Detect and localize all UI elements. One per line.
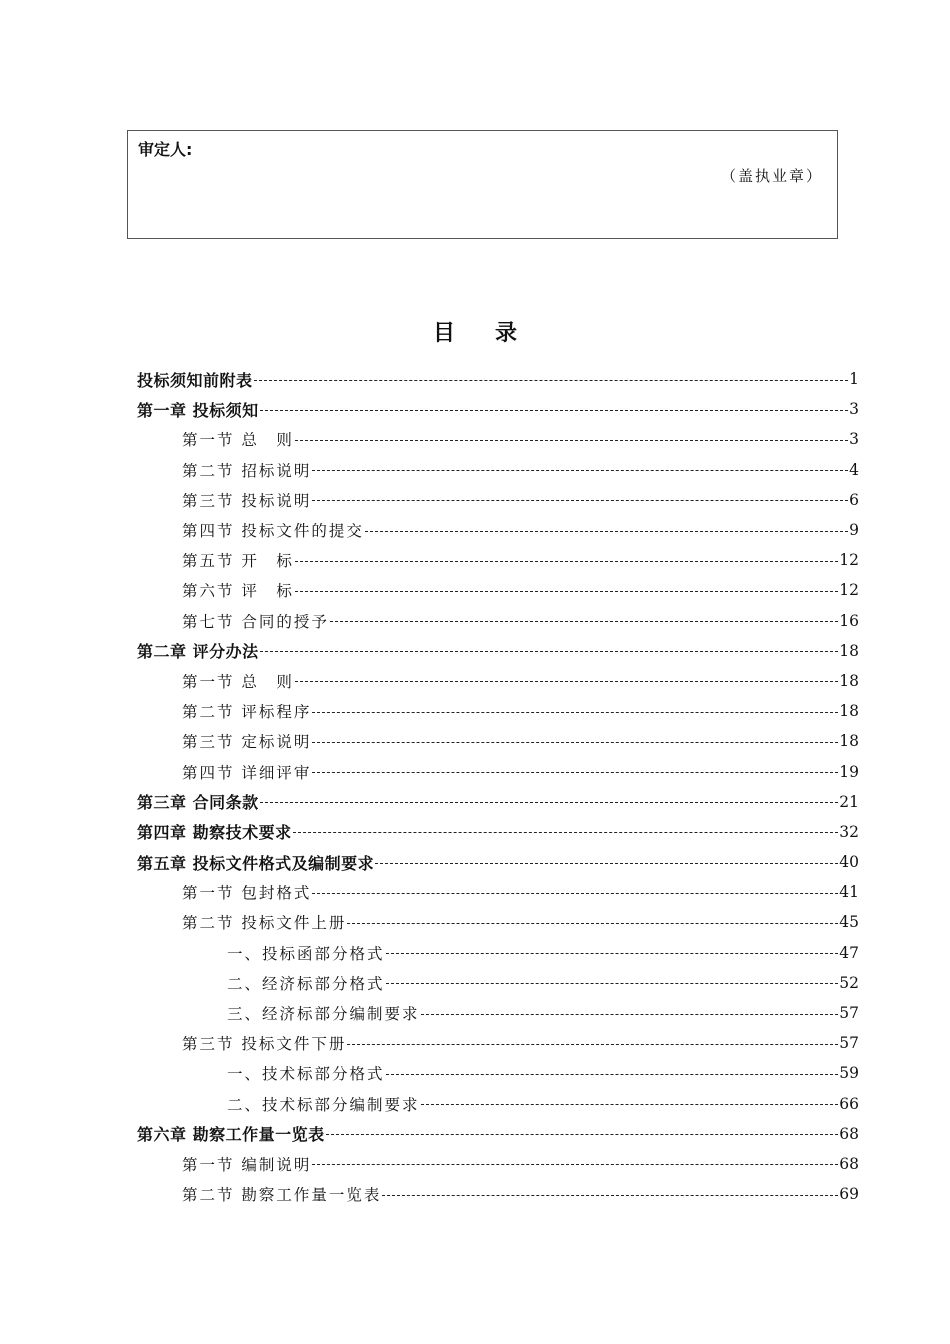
toc-entry-page: 47 (839, 943, 859, 962)
approver-label: 审定人: (138, 140, 193, 159)
toc-entry-label: 第三节 定标说明 (182, 733, 312, 752)
toc-entry-label: 投标须知前附表 (137, 370, 253, 390)
table-of-contents (137, 364, 859, 1209)
toc-entry-label: 第一节 包封格式 (182, 884, 312, 903)
toc-entry[interactable] (137, 817, 859, 847)
toc-entry-page: 1 (849, 370, 859, 389)
toc-entry-page: 16 (839, 611, 859, 630)
toc-entry-page: 59 (839, 1064, 859, 1083)
toc-entry-label: 第四节 详细评审 (182, 763, 312, 782)
toc-entry-label: 第三节 投标文件下册 (182, 1035, 347, 1054)
toc-entry-label: 第四章 勘察技术要求 (137, 823, 292, 843)
toc-entry[interactable] (137, 455, 859, 485)
approval-box (127, 130, 838, 239)
toc-entry-label: 一、投标函部分格式 (227, 944, 385, 963)
toc-entry[interactable] (137, 1028, 859, 1058)
toc-entry-label: 第四节 投标文件的提交 (182, 522, 364, 541)
toc-entry-label: 第二节 投标文件上册 (182, 914, 347, 933)
toc-leader (293, 832, 839, 833)
toc-entry[interactable] (137, 938, 859, 968)
toc-entry-page: 41 (839, 883, 859, 902)
toc-entry-page: 4 (849, 460, 859, 479)
toc-entry-label: 第五章 投标文件格式及编制要求 (137, 853, 375, 873)
toc-leader (312, 712, 838, 713)
toc-entry-page: 32 (839, 822, 859, 841)
toc-leader (260, 651, 839, 652)
toc-entry-page: 57 (839, 1034, 859, 1053)
toc-entry[interactable] (137, 787, 859, 817)
toc-leader (312, 500, 848, 501)
toc-entry-page: 45 (839, 913, 859, 932)
toc-leader (326, 1134, 839, 1135)
toc-entry[interactable] (137, 877, 859, 907)
toc-entry-label: 第七节 合同的授予 (182, 612, 329, 631)
toc-entry-label: 一、技术标部分格式 (227, 1065, 385, 1084)
toc-entry-page: 3 (849, 430, 859, 449)
toc-entry-label: 第三节 投标说明 (182, 491, 312, 510)
toc-entry[interactable] (137, 666, 859, 696)
toc-entry[interactable] (137, 1149, 859, 1179)
toc-entry-label: 第三章 合同条款 (137, 793, 259, 813)
toc-entry[interactable] (137, 1058, 859, 1088)
toc-entry-page: 19 (839, 762, 859, 781)
toc-entry-page: 66 (839, 1094, 859, 1113)
toc-entry[interactable] (137, 424, 859, 454)
toc-leader (347, 923, 838, 924)
toc-entry[interactable] (137, 364, 859, 394)
toc-entry-label: 第五节 开 标 (182, 552, 294, 571)
toc-leader (375, 863, 838, 864)
toc-leader (330, 621, 838, 622)
toc-title: 目录 (432, 321, 557, 346)
toc-entry[interactable] (137, 485, 859, 515)
toc-entry[interactable] (137, 636, 859, 666)
toc-entry[interactable] (137, 1089, 859, 1119)
toc-entry-label: 二、经济标部分格式 (227, 974, 385, 993)
toc-entry-label: 第一节 编制说明 (182, 1155, 312, 1174)
toc-entry-label: 第六章 勘察工作量一览表 (137, 1125, 325, 1145)
toc-entry[interactable] (137, 1179, 859, 1209)
toc-entry[interactable] (137, 696, 859, 726)
toc-leader (295, 561, 838, 562)
toc-leader (365, 531, 848, 532)
toc-entry-page: 9 (849, 521, 859, 540)
toc-leader (312, 772, 838, 773)
toc-entry-label: 二、技术标部分编制要求 (227, 1095, 420, 1114)
toc-entry[interactable] (137, 726, 859, 756)
toc-entry-page: 18 (839, 732, 859, 751)
toc-leader (260, 410, 849, 411)
toc-leader (312, 1164, 838, 1165)
stamp-note: （盖执业章） (720, 167, 823, 185)
toc-leader (386, 983, 839, 984)
toc-entry-page: 6 (849, 490, 859, 509)
toc-entry[interactable] (137, 394, 859, 424)
toc-entry-label: 第六节 评 标 (182, 582, 294, 601)
toc-entry[interactable] (137, 606, 859, 636)
toc-entry-page: 69 (839, 1185, 859, 1204)
toc-entry[interactable] (137, 756, 859, 786)
toc-leader (254, 380, 849, 381)
toc-entry-page: 57 (839, 1004, 859, 1023)
toc-entry-page: 21 (839, 792, 859, 811)
toc-entry[interactable] (137, 545, 859, 575)
toc-entry[interactable] (137, 907, 859, 937)
toc-leader (386, 953, 839, 954)
toc-leader (382, 1195, 838, 1196)
toc-entry[interactable] (137, 968, 859, 998)
toc-entry-label: 第二节 评标程序 (182, 703, 312, 722)
toc-leader (295, 591, 838, 592)
toc-leader (260, 802, 839, 803)
toc-entry-page: 18 (839, 671, 859, 690)
toc-entry-page: 18 (839, 641, 859, 660)
toc-entry[interactable] (137, 575, 859, 605)
toc-leader (312, 470, 848, 471)
toc-entry-page: 3 (849, 400, 859, 419)
toc-entry[interactable] (137, 998, 859, 1028)
toc-entry-page: 52 (839, 973, 859, 992)
toc-entry[interactable] (137, 847, 859, 877)
toc-entry-label: 第二节 招标说明 (182, 461, 312, 480)
toc-leader (421, 1014, 839, 1015)
toc-entry-label: 三、经济标部分编制要求 (227, 1005, 420, 1024)
toc-entry-page: 18 (839, 702, 859, 721)
toc-entry[interactable] (137, 515, 859, 545)
toc-entry-label: 第二章 评分办法 (137, 642, 259, 662)
toc-entry-label: 第二节 勘察工作量一览表 (182, 1186, 382, 1205)
toc-entry-page: 12 (839, 551, 859, 570)
toc-leader (421, 1104, 839, 1105)
toc-leader (312, 893, 838, 894)
toc-entry-page: 68 (839, 1124, 859, 1143)
toc-entry-label: 第一节 总 则 (182, 672, 294, 691)
toc-entry-label: 第一节 总 则 (182, 431, 294, 450)
toc-entry-page: 12 (839, 581, 859, 600)
toc-leader (295, 440, 848, 441)
toc-leader (347, 1044, 838, 1045)
toc-entry[interactable] (137, 1119, 859, 1149)
toc-leader (386, 1074, 839, 1075)
toc-entry-page: 40 (839, 853, 859, 872)
toc-entry-label: 第一章 投标须知 (137, 400, 259, 420)
toc-leader (295, 681, 838, 682)
toc-leader (312, 742, 838, 743)
toc-entry-page: 68 (839, 1154, 859, 1173)
